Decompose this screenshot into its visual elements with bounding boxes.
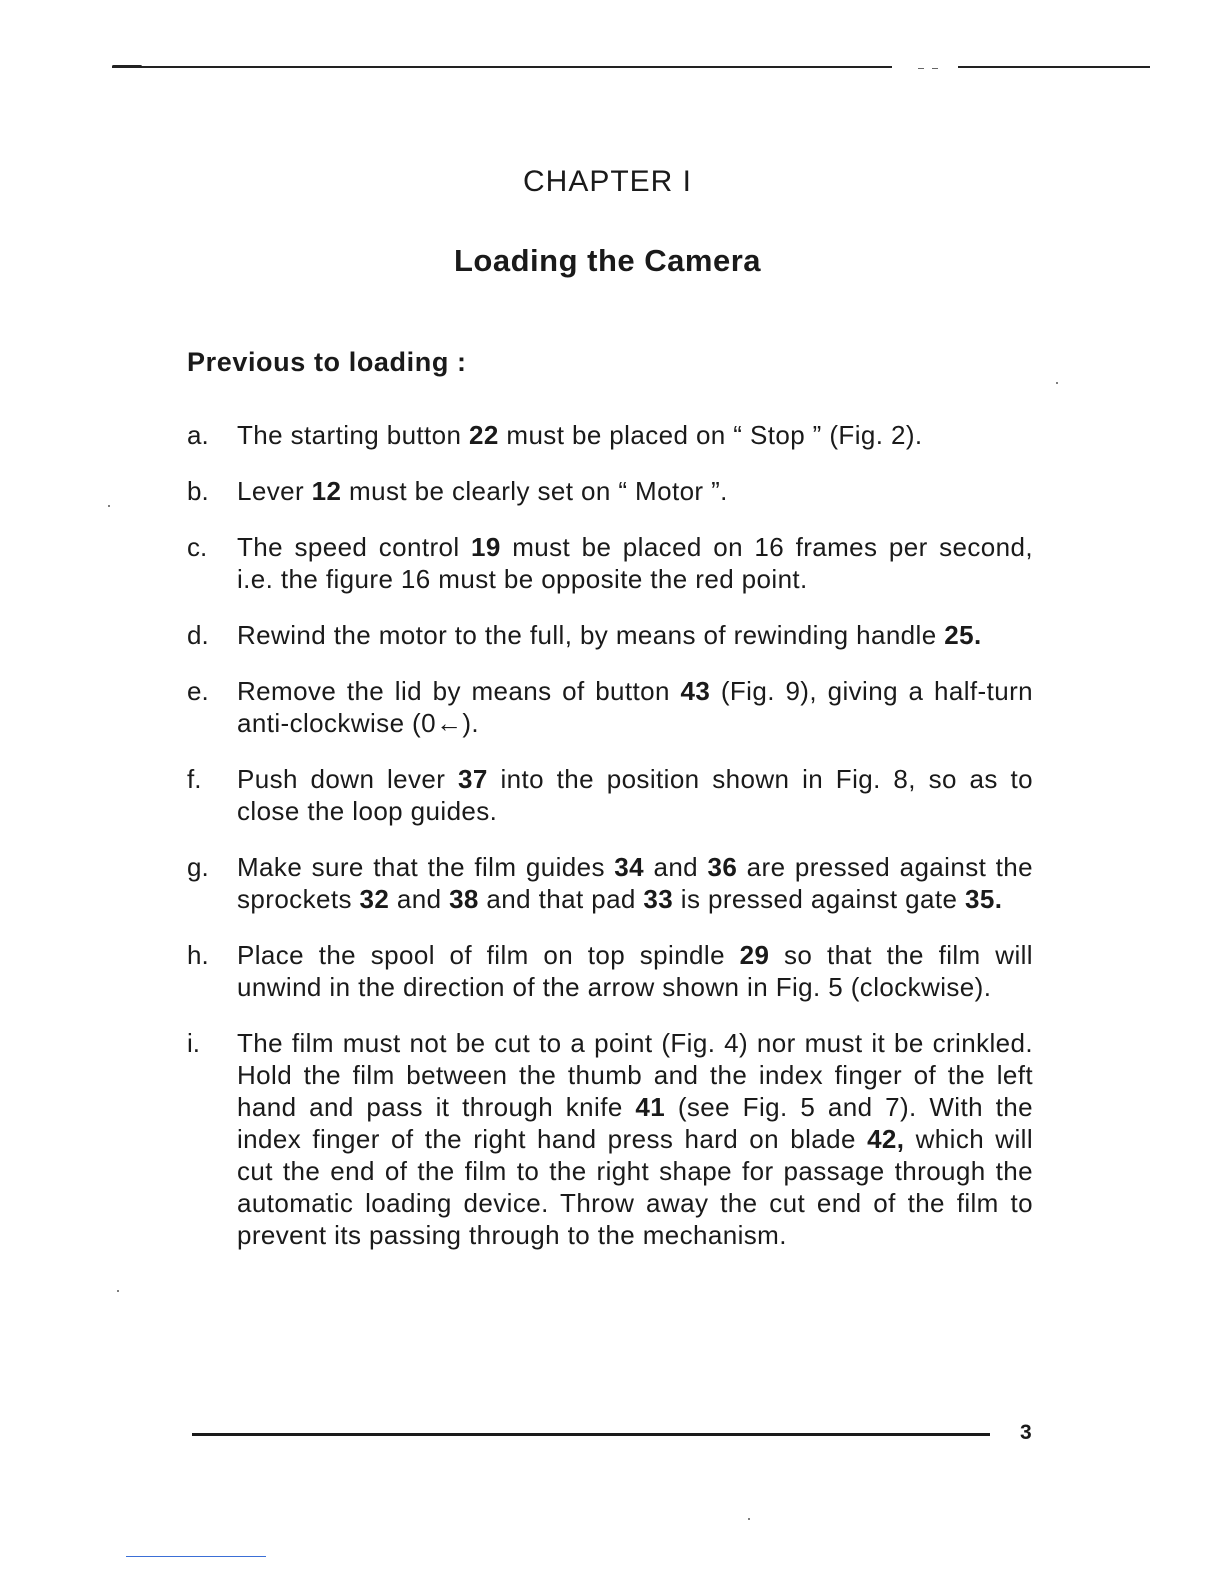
list-item	[187, 475, 1033, 507]
list-item-text: The film must not be cut to a point (Fig. 4) nor must it be crinkled. Hold the film between the thumb and the index finger of the left hand and pass it through knife 41 (see Fig. 5 and 7). With the index finger of the right hand press hard on blade 42, which will cut the end of the film to the right shape for passage through the automatic loading device. Throw away the cut end of the film to prevent its passing through to the mechanism.	[237, 1028, 1033, 1250]
scan-speck	[108, 505, 110, 507]
list-item-text: Push down lever 37 into the position shown in Fig. 8, so as to close the loop guides.	[237, 764, 1033, 826]
header-rule-fragment	[918, 68, 924, 69]
header-rule	[112, 66, 892, 68]
list-item-text: Rewind the motor to the full, by means of rewinding handle 25.	[237, 620, 982, 650]
chapter-label: CHAPTER I	[522, 165, 693, 198]
list-item-letter: i.	[187, 1028, 200, 1058]
header-rule-fragment	[932, 68, 938, 69]
list-item-text: Lever 12 must be clearly set on “ Motor ”.	[237, 476, 728, 506]
list-item-letter: e.	[187, 676, 209, 706]
scan-speck	[1056, 382, 1058, 384]
list-item-letter: c.	[187, 532, 208, 562]
scan-speck	[117, 1290, 119, 1292]
list-item	[187, 675, 1033, 739]
scan-speck	[748, 1518, 750, 1520]
list-item	[187, 939, 1033, 1003]
list-item	[187, 851, 1033, 915]
list-item	[187, 531, 1033, 595]
list-item	[187, 419, 1033, 451]
footer-rule	[192, 1433, 990, 1436]
page-title: Loading the Camera	[454, 243, 761, 278]
link-underline	[126, 1556, 266, 1557]
list-item-letter: h.	[187, 940, 209, 970]
list-item-text: Make sure that the film guides 34 and 36 are pressed against the sprockets 32 and 38 and that pad 33 is pressed against gate 35.	[237, 852, 1033, 914]
instruction-list	[187, 419, 1033, 1275]
header-rule-right	[958, 66, 1150, 68]
page-number: 3	[1020, 1421, 1032, 1444]
list-item-letter: g.	[187, 852, 209, 882]
list-item-text: Remove the lid by means of button 43 (Fig. 9), giving a half-turn anti-clockwise (0←).	[237, 676, 1033, 738]
list-item-text: Place the spool of film on top spindle 29 so that the film will unwind in the direction of the arrow shown in Fig. 5 (clockwise).	[237, 940, 1033, 1002]
list-item-letter: d.	[187, 620, 209, 650]
list-item-letter: f.	[187, 764, 202, 794]
list-item-text: The speed control 19 must be placed on 16 frames per second, i.e. the figure 16 must be opposite the red point.	[237, 532, 1033, 594]
list-item	[187, 763, 1033, 827]
list-item	[187, 1027, 1033, 1251]
section-heading: Previous to loading :	[187, 347, 467, 377]
list-item-text: The starting button 22 must be placed on “ Stop ” (Fig. 2).	[237, 420, 923, 450]
list-item-letter: a.	[187, 420, 209, 450]
list-item-letter: b.	[187, 476, 209, 506]
list-item	[187, 619, 1033, 651]
